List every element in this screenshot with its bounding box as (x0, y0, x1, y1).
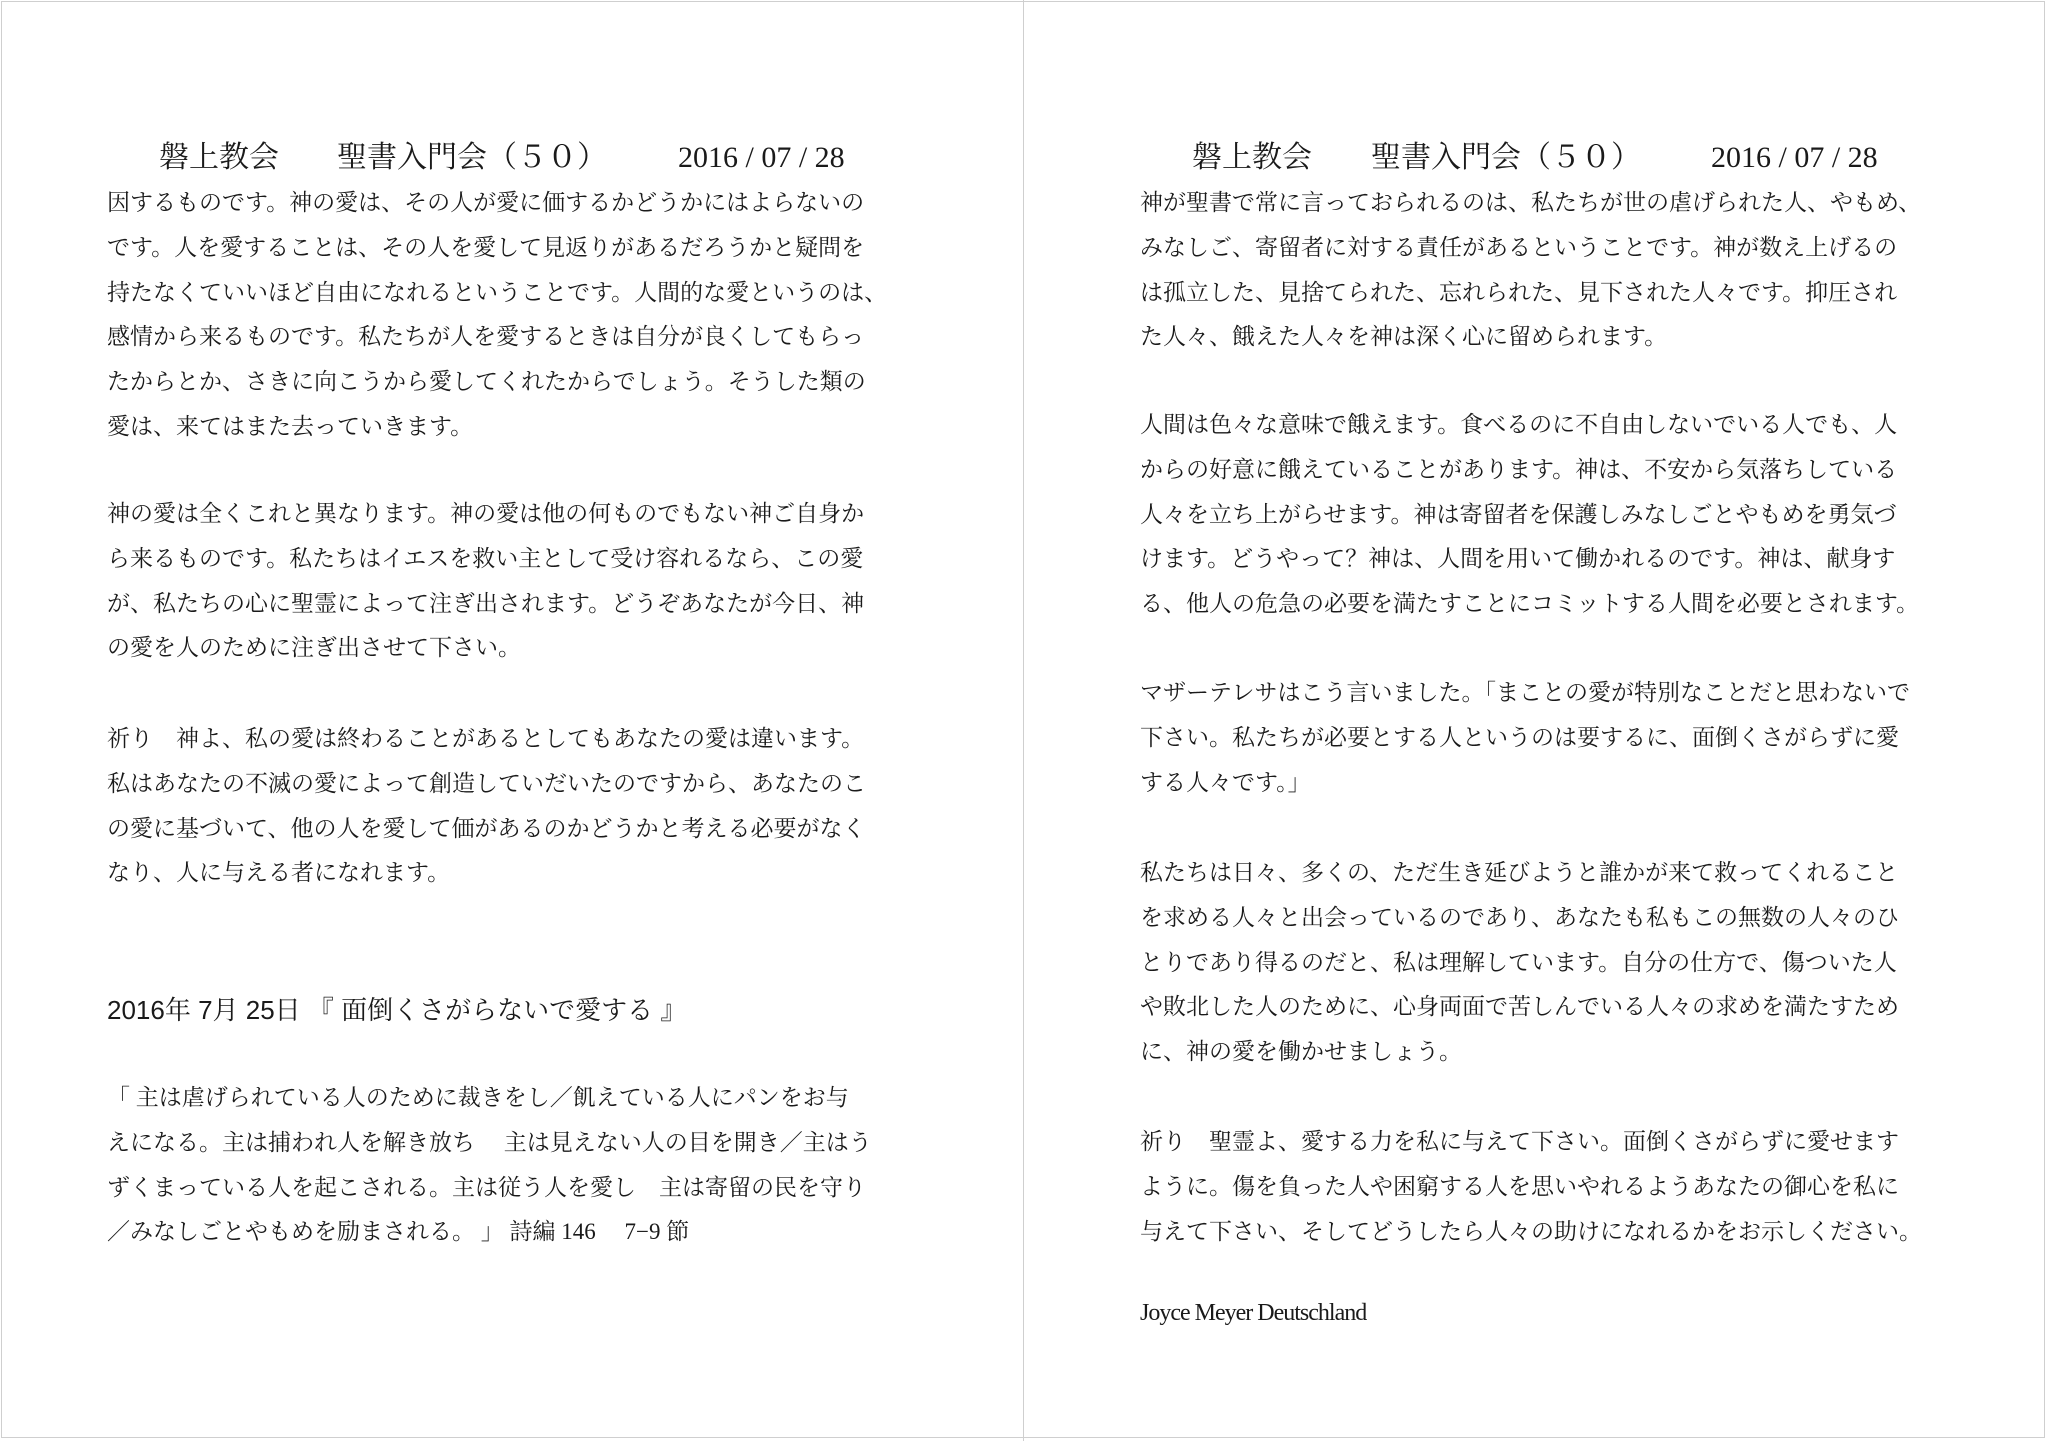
text-line: ら来るものです。私たちはイエスを救い主として受け容れるなら、この愛 (107, 545, 864, 571)
text-line: 祈り 神よ、私の愛は終わることがあるとしてもあなたの愛は違います。 (107, 726, 865, 751)
text-line: や敗北した人のために、心身両面で苦しんでいる人々の求めを満たすため (1140, 994, 1899, 1020)
text-line: ように。傷を負った人や困窮する人を思いやれるようあなたの御心を私に (1140, 1173, 1899, 1199)
church-name: 磐上教会 (1192, 141, 1312, 174)
text-line: とりであり得るのだと、私は理解しています。自分の仕方で、傷ついた人 (1140, 949, 1897, 975)
text-line: マザーテレサはこう言いました。「まことの愛が特別なことだと思わないで (1140, 680, 1911, 705)
text-line: た人々、餓えた人々を神は深く心に留められます。 (1140, 324, 1668, 350)
devotion-heading: 2016年 7月 25日 『 面倒くさがらないで愛する 』 (107, 995, 687, 1025)
series-title: 聖書入門会（５０） (337, 141, 607, 174)
text-line: たからとか、さきに向こうから愛してくれたからでしょう。そうした類の (107, 369, 866, 395)
church-name: 磐上教会 (159, 141, 279, 174)
text-line: 与えて下さい、そしてどうしたら人々の助けになれるかをお示しください。 (1140, 1218, 1922, 1244)
text-line: けます。どうやって？神は、人間を用いて働かれるのです。神は、献身す (1140, 546, 1896, 572)
text-line: する人々です。」 (1140, 769, 1311, 795)
text-line: 私たちは日々、多くの、ただ生き延びようと誰かが来て救ってくれること (1140, 860, 1899, 885)
right-paragraph (1140, 851, 1970, 1075)
right-prayer (1140, 1120, 1970, 1254)
text-line: 「 主は虐げられている人のために裁きをし／飢えている人にパンをお与 (107, 1085, 849, 1110)
text-line: は孤立した、見捨てられた、忘れられた、見下された人々です。抑圧され (1140, 279, 1898, 305)
left-paragraph (107, 492, 937, 671)
text-line: 下さい。私たちが必要とする人というのは要するに、面倒くさがらずに愛 (1140, 724, 1899, 750)
scripture-quote (107, 1076, 937, 1255)
text-line: 因するものです。神の愛は、その人が愛に価するかどうかにはよらないの (107, 190, 865, 215)
text-line: 愛は、来てはまた去っていきます。 (107, 413, 474, 439)
left-paragraph (107, 181, 937, 450)
text-line: の愛に基づいて、他の人を愛して価があるのかどうかと考える必要がなく (107, 815, 866, 841)
text-line: 祈り 聖霊よ、愛する力を私に与えて下さい。面倒くさがらずに愛せます (1140, 1129, 1899, 1154)
text-line: に、神の愛を働かせましょう。 (1140, 1039, 1462, 1065)
right-paragraph (1140, 181, 1970, 360)
right-paragraph (1140, 671, 1970, 805)
text-line: えになる。主は捕われ人を解き放ち 主は見えない人の目を開き／主はう (107, 1129, 872, 1155)
text-line: 神が聖書で常に言っておられるのは、私たちが世の虐げられた人、やもめ、 (1140, 190, 1922, 215)
text-line: ずくまっている人を起こされる。主は従う人を愛し 主は寄留の民を守り (107, 1174, 866, 1200)
text-line: る、他人の危急の必要を満たすことにコミットする人間を必要とされます。 (1140, 591, 1920, 617)
text-line: からの好意に餓えていることがあります。神は、不安から気落ちしている (1140, 456, 1898, 482)
text-line: です。人を愛することは、その人を愛して見返りがあるだろうかと疑問を (107, 234, 865, 260)
text-line: が、私たちの心に聖霊によって注ぎ出されます。どうぞあなたが今日、神 (107, 590, 865, 616)
page-divider (1023, 0, 1024, 1441)
text-line: を求める人々と出会っているのであり、あなたも私もこの無数の人々のひ (1140, 904, 1899, 930)
text-line: 人間は色々な意味で餓えます。食べるのに不自由しないでいる人でも、人 (1140, 412, 1898, 437)
header-date: 2016 / 07 / 28 (678, 141, 845, 174)
text-line: 持たなくていいほど自由になれるということです。人間的な愛というのは、 (107, 279, 888, 305)
text-line: ／みなしごとやもめを励まされる。 」 詩編 146 7−9 節 (107, 1219, 690, 1245)
text-line: 神の愛は全くこれと異なります。神の愛は他の何ものでもない神ご自身か (107, 501, 865, 526)
text-line: の愛を人のために注ぎ出させて下さい。 (107, 635, 521, 661)
text-line: みなしご、寄留者に対する責任があるということです。神が数え上げるの (1140, 234, 1898, 260)
header-date: 2016 / 07 / 28 (1711, 141, 1878, 174)
text-line: なり、人に与える者になれます。 (107, 860, 451, 886)
left-prayer (107, 717, 937, 896)
signature: Joyce Meyer Deutschland (1140, 1300, 1367, 1326)
text-line: 感情から来るものです。私たちが人を愛するときは自分が良くしてもらっ (107, 324, 865, 350)
left-header (0, 136, 1023, 180)
right-header (1024, 136, 2024, 180)
right-paragraph (1140, 403, 1970, 627)
text-line: 私はあなたの不滅の愛によって創造していだいたのですから、あなたのこ (107, 770, 866, 796)
series-title: 聖書入門会（５０） (1371, 141, 1641, 174)
text-line: 人々を立ち上がらせます。神は寄留者を保護しみなしごとやもめを勇気づ (1140, 501, 1897, 527)
